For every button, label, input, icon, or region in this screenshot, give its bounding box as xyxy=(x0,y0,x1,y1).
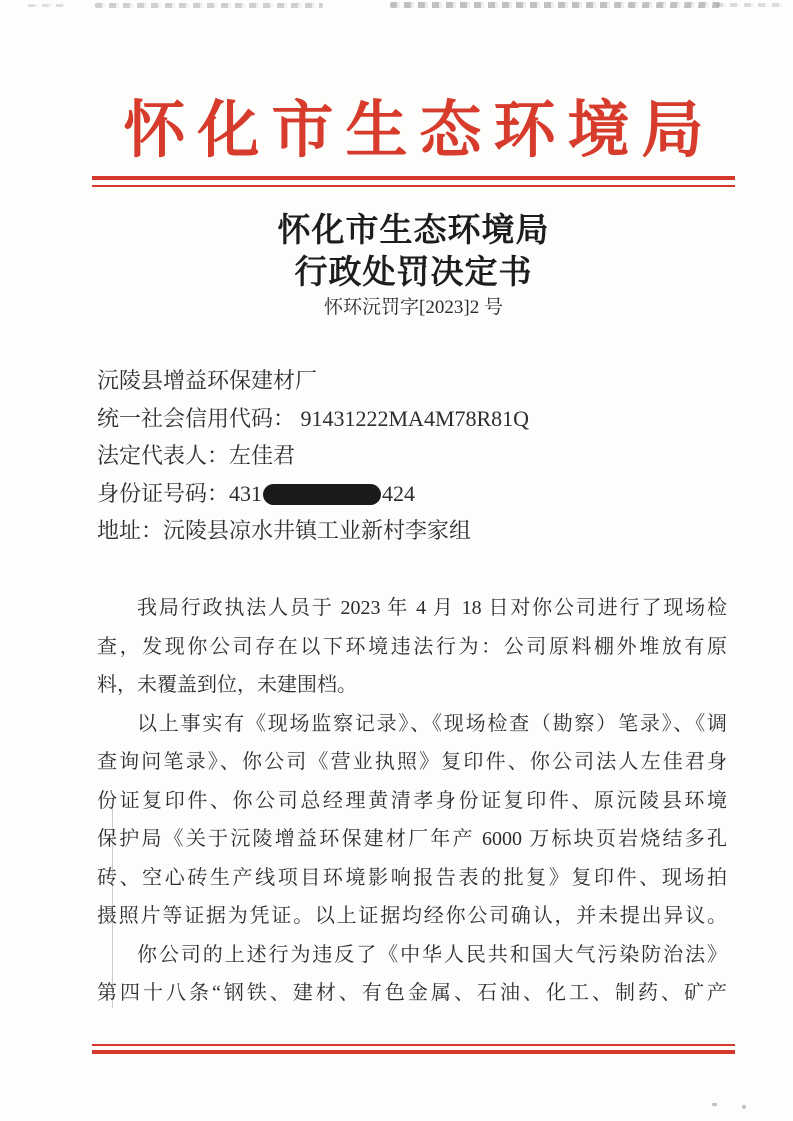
body-line: 查，发现你公司存在以下环境违法行为：公司原料棚外堆放有原 xyxy=(97,635,727,658)
body-line: 以上事实有《现场监察记录》、《现场检查（勘察）笔录》、《调 xyxy=(137,712,727,735)
header-rule-thin xyxy=(92,185,735,187)
letterhead-agency-name: 怀化市生态环境局 xyxy=(123,97,716,165)
recipient-legal-representative: 法定代表人：左佳君 xyxy=(97,443,296,468)
scan-noise-segment xyxy=(28,4,64,7)
recipient-credit-code: 统一社会信用代码： 91431222MA4M78R81Q xyxy=(97,405,530,431)
recipient-block xyxy=(97,362,737,550)
id-number-prefix: 身份证号码：431 xyxy=(97,480,263,506)
redaction-bar xyxy=(263,484,381,505)
scan-speck xyxy=(742,1105,746,1109)
id-number-suffix: 424 xyxy=(382,480,416,506)
scan-noise-segment xyxy=(716,3,786,7)
recipient-id-number xyxy=(97,475,737,513)
recipient-address: 地址：沅陵县凉水井镇工业新村李家组 xyxy=(97,518,472,543)
body-line: 查询问笔录》、你公司《营业执照》复印件、你公司法人左佳君身 xyxy=(97,751,727,773)
body-line: 摄照片等证据为凭证。以上证据均经你公司确认，并未提出异议。 xyxy=(97,905,727,927)
document-title-line2: 行政处罚决定书 xyxy=(294,255,533,291)
document-number: 怀环沅罚字[2023]2 号 xyxy=(324,297,503,318)
body-line: 料，未覆盖到位，未建围档。 xyxy=(97,674,357,696)
scan-noise-segment xyxy=(95,3,323,8)
document-title-line1: 怀化市生态环境局 xyxy=(277,213,550,249)
scan-noise-segment xyxy=(390,2,720,8)
body-line: 你公司的上述行为违反了《中华人民共和国大气污染防治法》 xyxy=(137,943,727,966)
recipient-company: 沅陵县增益环保建材厂 xyxy=(97,368,318,393)
scan-speck xyxy=(712,1103,717,1106)
body-line: 砖、空心砖生产线项目环境影响报告表的批复》复印件、现场拍 xyxy=(97,866,727,889)
header-rule-thick xyxy=(92,176,735,180)
body-line: 份证复印件、你公司总经理黄清孝身份证复印件、原沅陵县环境 xyxy=(97,789,727,812)
footer-rule-thin xyxy=(92,1044,735,1046)
body-paragraphs xyxy=(97,589,727,1013)
body-line: 我局行政执法人员于 2023 年 4 月 18 日对你公司进行了现场检 xyxy=(137,597,727,619)
body-line: 第四十八条“钢铁、建材、有色金属、石油、化工、制药、矿产 xyxy=(97,982,727,1004)
footer-rule-thick xyxy=(92,1050,735,1054)
body-line: 保护局《关于沅陵增益环保建材厂年产 6000 万标块页岩烧结多孔 xyxy=(97,828,727,850)
scan-crease xyxy=(112,806,113,1008)
